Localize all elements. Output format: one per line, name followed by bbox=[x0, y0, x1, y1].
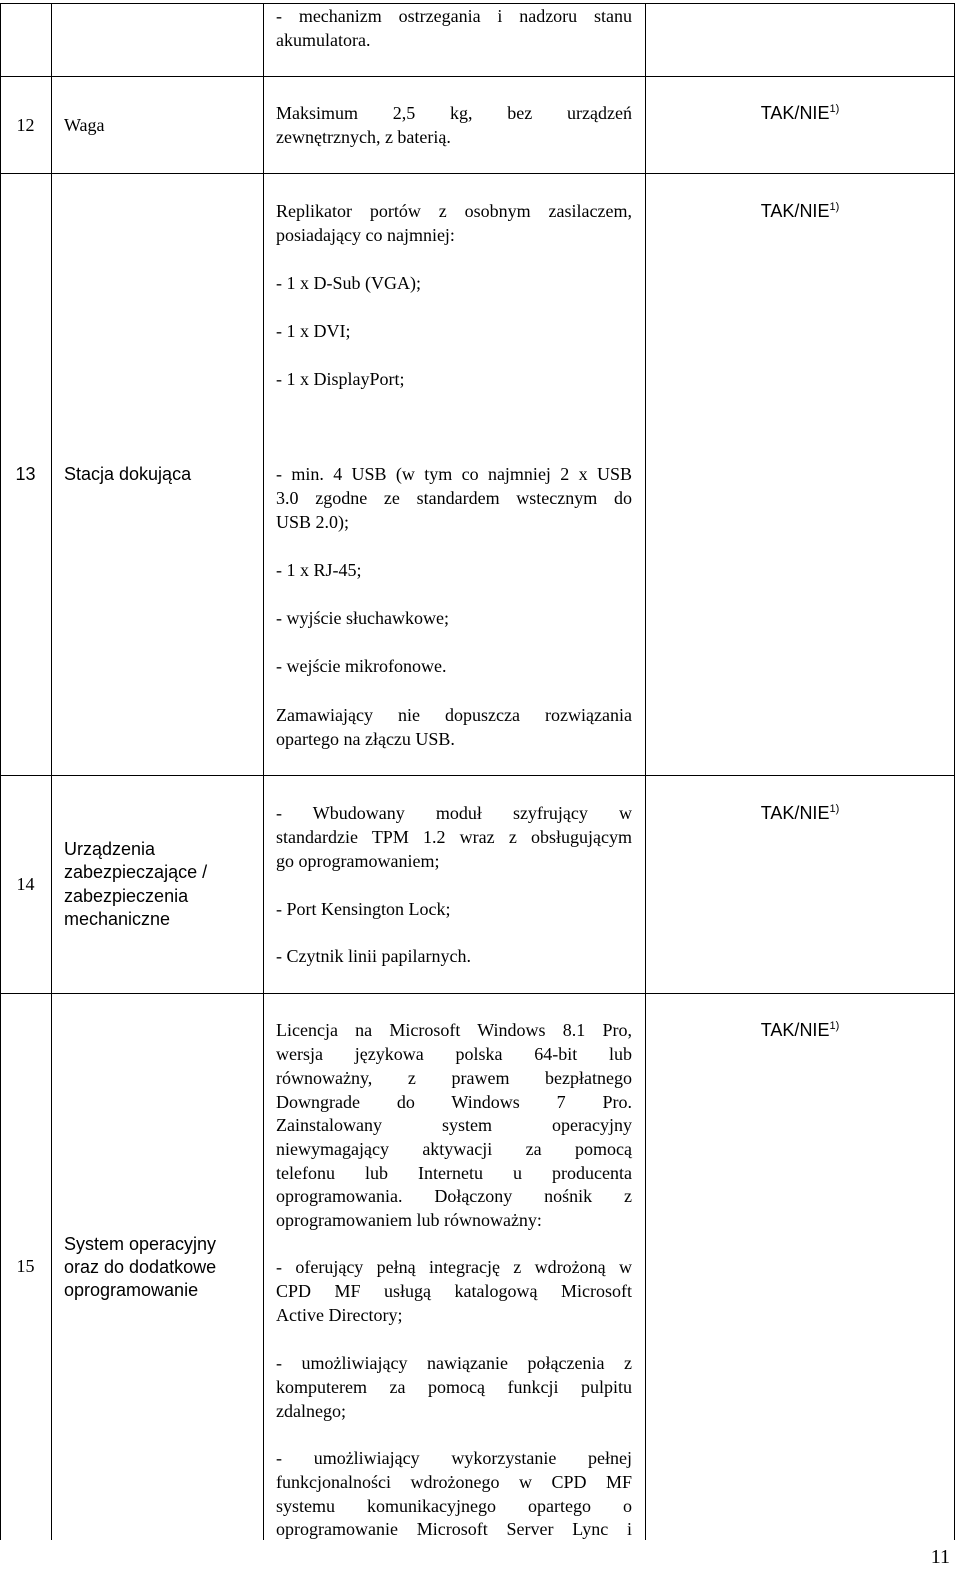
spec-line: - Wbudowany moduł szyfrujący w bbox=[276, 803, 632, 823]
spec-line: - Port Kensington Lock; bbox=[276, 899, 451, 919]
spec-line: 3.0 zgodne ze standardem wstecznym do bbox=[276, 488, 632, 508]
spec-line: Zainstalowany system operacyjny bbox=[276, 1115, 632, 1135]
spec-line: oprogramowanie Microsoft Server Lync i bbox=[276, 1519, 632, 1539]
row-number: 13 bbox=[15, 464, 36, 484]
row-name-line: zabezpieczające / bbox=[64, 862, 208, 882]
continuation-spec-line: - mechanizm ostrzegania i nadzoru stanu bbox=[276, 6, 632, 26]
row-border-15-top bbox=[0, 993, 955, 994]
spec-line: funkcjonalności wdrożonego w CPD MF bbox=[276, 1472, 632, 1492]
spec-line: go oprogramowaniem; bbox=[276, 851, 440, 871]
spec-line: oprogramowaniem lub równoważny: bbox=[276, 1210, 542, 1230]
footnote-marker: 1) bbox=[829, 103, 840, 115]
spec-line: USB 2.0); bbox=[276, 512, 350, 532]
row-name-line: oraz do dodatkowe bbox=[64, 1257, 217, 1277]
spec-line: - Czytnik linii papilarnych. bbox=[276, 946, 471, 966]
row-name: Waga bbox=[64, 115, 105, 135]
spec-line: zdalnego; bbox=[276, 1401, 346, 1421]
spec-line: Licencja na Microsoft Windows 8.1 Pro, bbox=[276, 1020, 632, 1040]
status-text: TAK/NIE bbox=[760, 103, 830, 123]
footnote-marker: 1) bbox=[829, 803, 840, 815]
spec-line: - wyjście słuchawkowe; bbox=[276, 608, 449, 628]
spec-line: Maksimum 2,5 kg, bez urządzeń bbox=[276, 103, 632, 123]
spec-line: Zamawiający nie dopuszcza rozwiązania bbox=[276, 705, 632, 725]
col-border-right bbox=[954, 3, 955, 1540]
spec-line: standardzie TPM 1.2 wraz z obsługującym bbox=[276, 827, 632, 847]
row-number: 15 bbox=[16, 1256, 35, 1276]
status-cell bbox=[646, 801, 954, 825]
continuation-spec-line: akumulatora. bbox=[276, 30, 371, 50]
spec-line: CPD MF usługą katalogową Microsoft bbox=[276, 1281, 632, 1301]
spec-line: wersja językowa polska 64-bit lub bbox=[276, 1044, 632, 1064]
spec-line: - 1 x D-Sub (VGA); bbox=[276, 273, 421, 293]
row-border-13-top bbox=[0, 173, 955, 174]
status-cell bbox=[646, 199, 954, 223]
status-text: TAK/NIE bbox=[760, 1020, 830, 1040]
col-border-2 bbox=[263, 3, 264, 1540]
row-border-14-top bbox=[0, 775, 955, 776]
page-number: 11 bbox=[930, 1546, 950, 1568]
row-name-line: oprogramowanie bbox=[64, 1280, 199, 1300]
spec-line: - oferujący pełną integrację z wdrożoną w bbox=[276, 1257, 632, 1277]
spec-line: zewnętrznych, z baterią. bbox=[276, 127, 451, 147]
spec-line: telefonu lub Internetu u producenta bbox=[276, 1163, 632, 1183]
spec-line: komputerem za pomocą funkcji pulpitu bbox=[276, 1377, 632, 1397]
col-border-1 bbox=[51, 3, 52, 1540]
spec-line: - min. 4 USB (w tym co najmniej 2 x USB bbox=[276, 464, 632, 484]
row-name-line: zabezpieczenia bbox=[64, 886, 189, 906]
spec-line: systemu komunikacyjnego opartego o bbox=[276, 1496, 632, 1516]
col-border-3 bbox=[645, 3, 646, 1540]
row-name-line: mechaniczne bbox=[64, 909, 171, 929]
row-border-12-top bbox=[0, 76, 955, 77]
footnote-marker: 1) bbox=[829, 201, 840, 213]
spec-line: Downgrade do Windows 7 Pro. bbox=[276, 1092, 632, 1112]
spec-line: posiadający co najmniej: bbox=[276, 225, 455, 245]
row-name-line: System operacyjny bbox=[64, 1234, 217, 1254]
status-cell bbox=[646, 1018, 954, 1042]
spec-line: - 1 x DisplayPort; bbox=[276, 369, 405, 389]
spec-line: niewymagający aktywacji za pomocą bbox=[276, 1139, 632, 1159]
row-number: 12 bbox=[16, 115, 35, 135]
spec-line: - umożliwiający wykorzystanie pełnej bbox=[276, 1448, 632, 1468]
spec-line: - umożliwiający nawiązanie połączenia z bbox=[276, 1353, 632, 1373]
status-text: TAK/NIE bbox=[760, 201, 830, 221]
spec-line: - 1 x DVI; bbox=[276, 321, 351, 341]
status-text: TAK/NIE bbox=[760, 803, 830, 823]
spec-line: - wejście mikrofonowe. bbox=[276, 656, 447, 676]
row-number: 14 bbox=[16, 874, 35, 894]
spec-line: oprogramowania. Dołączony nośnik z bbox=[276, 1186, 632, 1206]
status-cell bbox=[646, 101, 954, 125]
spec-line: Replikator portów z osobnym zasilaczem, bbox=[276, 201, 632, 221]
row-name-line: Urządzenia bbox=[64, 839, 156, 859]
spec-line: równoważny, z prawem bezpłatnego bbox=[276, 1068, 632, 1088]
spec-line: Active Directory; bbox=[276, 1305, 403, 1325]
footnote-marker: 1) bbox=[829, 1020, 840, 1032]
spec-line: - 1 x RJ-45; bbox=[276, 560, 362, 580]
col-border-left bbox=[0, 3, 1, 1540]
row-name: Stacja dokująca bbox=[64, 464, 192, 484]
spec-line: opartego na złączu USB. bbox=[276, 729, 455, 749]
